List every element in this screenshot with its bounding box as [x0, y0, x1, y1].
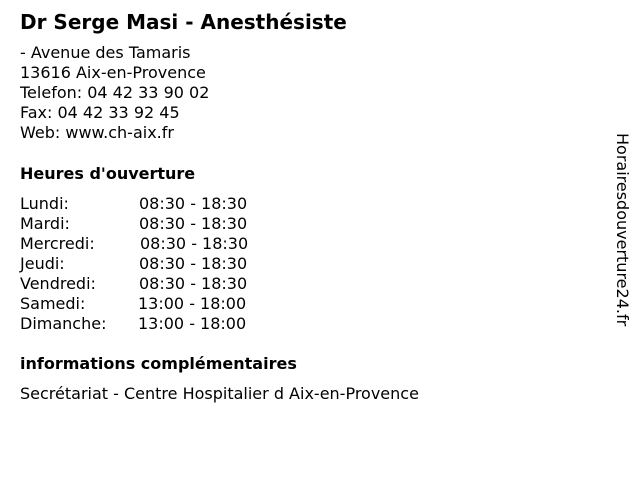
time-range: 08:30 - 18:30 [139, 274, 248, 293]
street-address: - Avenue des Tamaris [20, 43, 191, 62]
additional-info-text: Secrétariat - Centre Hospitalier d Aix-en-Provence [20, 384, 419, 403]
hours-row-tuesday [20, 214, 280, 234]
time-range: 13:00 - 18:00 [138, 294, 247, 313]
day-label: Vendredi: [20, 274, 96, 293]
day-label: Jeudi: [20, 254, 65, 273]
opening-hours-heading: Heures d'ouverture [20, 164, 196, 183]
time-range: 08:30 - 18:30 [140, 234, 249, 253]
time-range: 13:00 - 18:00 [138, 314, 247, 333]
hours-row-wednesday [20, 234, 280, 254]
hours-row-friday [20, 274, 280, 294]
hours-row-thursday [20, 254, 280, 274]
hours-row-sunday [20, 314, 280, 334]
day-label: Mercredi: [20, 234, 95, 253]
time-range: 08:30 - 18:30 [139, 194, 248, 213]
hours-row-monday [20, 194, 280, 214]
city-postal: 13616 Aix-en-Provence [20, 63, 206, 82]
page-title: Dr Serge Masi - Anesthésiste [20, 10, 347, 34]
additional-info-heading: informations complémentaires [20, 354, 297, 373]
day-label: Samedi: [20, 294, 86, 313]
time-range: 08:30 - 18:30 [139, 254, 248, 273]
day-label: Dimanche: [20, 314, 107, 333]
time-range: 08:30 - 18:30 [139, 214, 248, 233]
website: Web: www.ch-aix.fr [20, 123, 174, 142]
fax-number: Fax: 04 42 33 92 45 [20, 103, 180, 122]
day-label: Lundi: [20, 194, 69, 213]
address-block [20, 43, 209, 143]
phone-number: Telefon: 04 42 33 90 02 [20, 83, 210, 102]
day-label: Mardi: [20, 214, 70, 233]
site-watermark: Horairesdouverture24.fr [613, 133, 632, 327]
opening-hours-table [20, 194, 280, 334]
hours-row-saturday [20, 294, 280, 314]
